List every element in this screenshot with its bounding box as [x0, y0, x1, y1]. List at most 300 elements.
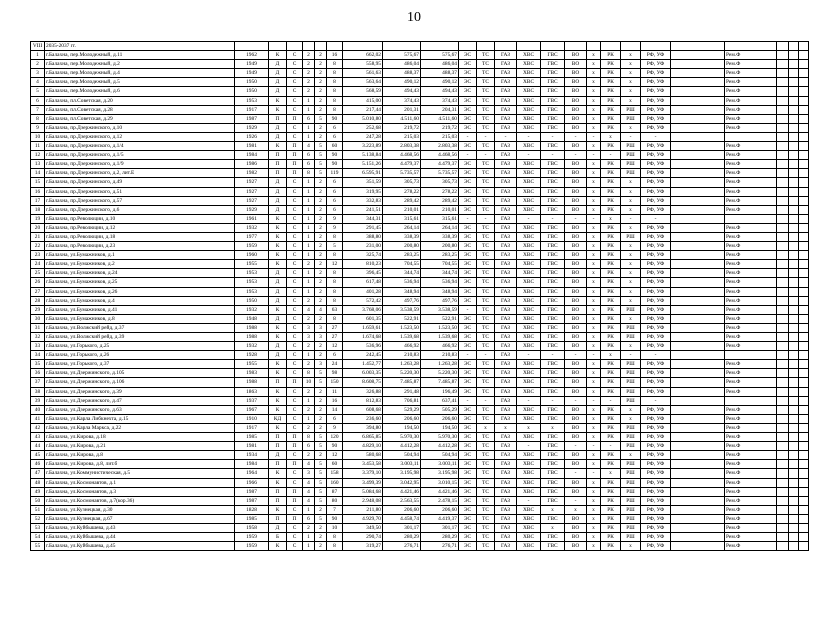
table-cell: ХВС [517, 378, 541, 387]
table-cell: 2 [315, 314, 327, 323]
table-cell: - [541, 132, 565, 141]
table-cell: х [587, 242, 601, 251]
table-cell: - [641, 214, 671, 223]
table-cell: г.Балахна, ул.Дзержинского, д.106 [45, 378, 235, 387]
empty-cell [789, 369, 799, 378]
table-cell: х [621, 451, 641, 460]
table-cell: 41 [31, 414, 45, 423]
table-cell [671, 123, 725, 132]
empty-cell [799, 469, 809, 478]
empty-cell [799, 87, 809, 96]
table-cell: 90 [327, 160, 343, 169]
empty-cell [777, 142, 789, 151]
table-row [31, 451, 809, 460]
table-cell: ГВС [541, 487, 565, 496]
table-cell: г.Балахна, пр.Дзержинского, д.51 [45, 187, 235, 196]
table-cell: 6 [31, 96, 45, 105]
table-cell: 6 [303, 442, 315, 451]
empty-cell [799, 523, 809, 532]
table-cell: ЭС [459, 232, 477, 241]
empty-cell [777, 160, 789, 169]
table-row [31, 487, 809, 496]
table-cell: 43 [31, 433, 45, 442]
table-cell: ЭС [459, 387, 477, 396]
table-cell: 98 [327, 369, 343, 378]
table-cell: ГАЗ [495, 123, 517, 132]
table-cell: х [495, 423, 517, 432]
table-cell: РК [601, 423, 621, 432]
table-cell: 206,60 [383, 414, 421, 423]
empty-cell [799, 142, 809, 151]
table-cell: 1 [303, 178, 315, 187]
table-cell: х [587, 342, 601, 351]
table-cell: ХВС [517, 342, 541, 351]
table-cell: х [587, 533, 601, 542]
table-cell: 2 [303, 87, 315, 96]
table-cell: ХВС [517, 60, 541, 69]
table-cell: ГВС [541, 251, 565, 260]
table-cell: 4.412,28 [421, 442, 459, 451]
table-cell: ГАЗ [495, 469, 517, 478]
table-row [31, 78, 809, 87]
table-cell: 4 [31, 78, 45, 87]
table-cell: ЭС [459, 242, 477, 251]
empty-cell [777, 523, 789, 532]
table-cell: С [287, 214, 303, 223]
table-cell: х [587, 314, 601, 323]
table-cell: х [587, 78, 601, 87]
table-cell: РШ [621, 160, 641, 169]
table-cell: - [477, 351, 495, 360]
table-row [31, 496, 809, 505]
table-cell: Д [269, 351, 287, 360]
table-cell: С [287, 333, 303, 342]
table-cell: 1 [303, 278, 315, 287]
table-cell: 536,94 [383, 278, 421, 287]
table-cell: 90 [327, 514, 343, 523]
table-cell: 575,67 [421, 51, 459, 60]
table-cell: 8 [303, 169, 315, 178]
table-cell: 5.970,30 [421, 433, 459, 442]
empty-cell [789, 214, 799, 223]
table-cell: - [477, 396, 495, 405]
table-cell: Д [269, 78, 287, 87]
table-cell: 8 [327, 542, 343, 551]
table-cell: РШ [621, 169, 641, 178]
table-cell: Рем.Ф [725, 169, 777, 178]
table-cell: 8 [327, 87, 343, 96]
table-cell: 280,29 [383, 533, 421, 542]
table-cell [671, 223, 725, 232]
empty-cell [777, 96, 789, 105]
table-cell: П [269, 114, 287, 123]
table-cell: 1966 [235, 478, 269, 487]
table-cell: РФ, УФ [641, 433, 671, 442]
table-cell: ВО [565, 142, 587, 151]
empty-cell [777, 305, 789, 314]
table-cell: ГВС [541, 278, 565, 287]
table-cell: ГВС [541, 242, 565, 251]
table-cell: х [587, 414, 601, 423]
table-cell: 206,60 [383, 505, 421, 514]
table-cell: ХВС [517, 478, 541, 487]
table-cell: РК [601, 533, 621, 542]
table-cell: х [587, 187, 601, 196]
table-cell: ВО [565, 296, 587, 305]
table-row [31, 160, 809, 169]
table-cell: ТС [477, 51, 495, 60]
table-cell: ЭС [459, 196, 477, 205]
table-cell: К [269, 387, 287, 396]
empty-cell [799, 196, 809, 205]
empty-cell [777, 60, 789, 69]
table-cell: ТС [477, 523, 495, 532]
table-cell: ВО [565, 242, 587, 251]
table-cell: 206,60 [421, 414, 459, 423]
table-cell: 12 [327, 451, 343, 460]
table-cell: 8 [327, 269, 343, 278]
empty-cell [799, 51, 809, 60]
table-cell: РШ [621, 523, 641, 532]
table-cell: Рем.Ф [725, 187, 777, 196]
table-row [31, 223, 809, 232]
table-cell [671, 460, 725, 469]
table-row [31, 442, 809, 451]
table-cell: ЭС [459, 251, 477, 260]
table-cell: 558,95 [343, 60, 383, 69]
table-cell: РК [601, 487, 621, 496]
table-cell: ТС [477, 78, 495, 87]
empty-cell [789, 78, 799, 87]
empty-cell [789, 196, 799, 205]
table-cell: 2 [315, 132, 327, 141]
empty-cell [777, 514, 789, 523]
table-cell: х [587, 542, 601, 551]
table-cell: РФ, УФ [641, 105, 671, 114]
table-cell: 6 [303, 514, 315, 523]
table-cell: х [587, 296, 601, 305]
table-cell: 3.195,98 [421, 469, 459, 478]
table-cell: Рем.Ф [725, 60, 777, 69]
table-cell: РФ, УФ [641, 160, 671, 169]
table-cell: ГАЗ [495, 278, 517, 287]
table-cell: ВО [565, 369, 587, 378]
table-cell: П [269, 460, 287, 469]
table-cell: Рем.Ф [725, 387, 777, 396]
empty-cell [789, 187, 799, 196]
table-cell: П [287, 169, 303, 178]
table-cell: - [459, 132, 477, 141]
table-cell: РШ [621, 387, 641, 396]
table-cell: 160 [327, 478, 343, 487]
table-cell: 2.948,08 [343, 496, 383, 505]
table-cell: РФ, УФ [641, 469, 671, 478]
table-cell: ТС [477, 142, 495, 151]
table-cell: 6 [327, 351, 343, 360]
table-cell: Рем.Ф [725, 460, 777, 469]
table-cell: С [287, 196, 303, 205]
table-cell: ГВС [541, 87, 565, 96]
table-cell: ВО [565, 269, 587, 278]
table-cell: П [287, 496, 303, 505]
table-cell: РШ [621, 142, 641, 151]
table-row [31, 351, 809, 360]
table-cell: ГВС [541, 387, 565, 396]
table-cell: 494,43 [383, 87, 421, 96]
empty-cell [799, 114, 809, 123]
table-cell [671, 242, 725, 251]
table-cell: ЭС [459, 423, 477, 432]
empty-cell [789, 87, 799, 96]
table-cell: 16 [31, 187, 45, 196]
table-cell: 637,41 [421, 396, 459, 405]
table-cell [671, 78, 725, 87]
table-row [31, 460, 809, 469]
table-cell: ГАЗ [495, 405, 517, 414]
table-cell: РФ, УФ [641, 542, 671, 551]
table-cell [671, 396, 725, 405]
table-cell: РК [601, 305, 621, 314]
table-cell: Рем.Ф [725, 205, 777, 214]
table-cell: С [287, 287, 303, 296]
table-cell: ТС [477, 114, 495, 123]
table-cell: К [269, 305, 287, 314]
table-cell: 2 [315, 396, 327, 405]
table-cell: РШ [621, 442, 641, 451]
table-cell: Рем.Ф [725, 287, 777, 296]
table-cell: ГВС [541, 360, 565, 369]
empty-cell [777, 105, 789, 114]
table-cell: Рем.Ф [725, 378, 777, 387]
table-cell: 4 [303, 305, 315, 314]
table-cell: 2 [303, 60, 315, 69]
table-cell: 1 [303, 287, 315, 296]
table-cell: 194,50 [421, 423, 459, 432]
table-cell: г.Балахна, ул.Волжский рейд, д.37 [45, 323, 235, 332]
table-cell: 291,45 [343, 223, 383, 232]
table-cell: х [587, 105, 601, 114]
table-cell: П [287, 442, 303, 451]
table-cell: 13 [31, 160, 45, 169]
empty-cell [789, 123, 799, 132]
table-cell: ЭС [459, 96, 477, 105]
table-cell: 4.458,74 [383, 514, 421, 523]
table-cell: х [621, 96, 641, 105]
empty-cell [777, 214, 789, 223]
table-cell: х [621, 242, 641, 251]
empty-cell [777, 333, 789, 342]
table-cell: 1929 [235, 205, 269, 214]
table-cell: РФ, УФ [641, 269, 671, 278]
table-cell: 8 [327, 251, 343, 260]
table-cell: 4.511,60 [421, 114, 459, 123]
table-cell: - [601, 396, 621, 405]
table-cell: РФ, УФ [641, 69, 671, 78]
table-cell: 1.523,50 [383, 323, 421, 332]
table-cell: ГАЗ [495, 169, 517, 178]
table-cell: 494,43 [421, 87, 459, 96]
table-cell: 1986 [235, 160, 269, 169]
table-cell: Рем.Ф [725, 269, 777, 278]
table-cell: ГАЗ [495, 414, 517, 423]
empty-cell [789, 114, 799, 123]
table-cell: ВО [565, 305, 587, 314]
table-cell: 8 [327, 296, 343, 305]
table-cell: Рем.Ф [725, 342, 777, 351]
table-cell: 1981 [235, 142, 269, 151]
empty-cell [799, 505, 809, 514]
table-cell: ТС [477, 169, 495, 178]
table-cell: РК [601, 314, 621, 323]
table-cell: х [587, 487, 601, 496]
table-cell: ХВС [517, 305, 541, 314]
table-cell: РК [601, 287, 621, 296]
table-cell: Рем.Ф [725, 96, 777, 105]
table-cell: 8 [327, 232, 343, 241]
table-cell: ТС [477, 487, 495, 496]
empty-cell [777, 369, 789, 378]
table-cell: х [601, 214, 621, 223]
table-cell [671, 278, 725, 287]
table-cell: х [587, 260, 601, 269]
table-cell: Рем.Ф [725, 533, 777, 542]
table-cell: 8 [327, 533, 343, 542]
empty-cell [777, 287, 789, 296]
table-cell: х [587, 478, 601, 487]
table-cell: г.Балахна, ул.Кирова, д.18 [45, 433, 235, 442]
table-cell: 2 [315, 505, 327, 514]
table-cell: 283,25 [383, 251, 421, 260]
table-cell: 5.735,57 [421, 169, 459, 178]
table-cell [671, 351, 725, 360]
table-cell: 5 [315, 442, 327, 451]
table-cell: 1953 [235, 278, 269, 287]
table-cell: П [287, 487, 303, 496]
table-cell: ХВС [517, 242, 541, 251]
table-cell: 396,45 [343, 269, 383, 278]
table-cell: г.Балахна, пер.Молодежный, д.4 [45, 69, 235, 78]
table-cell: ХВС [517, 105, 541, 114]
table-cell: 1982 [235, 169, 269, 178]
empty-cell [777, 78, 789, 87]
table-cell: ЭС [459, 114, 477, 123]
table-cell [671, 151, 725, 160]
table-cell [671, 132, 725, 141]
table-cell: К [269, 51, 287, 60]
table-cell: 2 [303, 69, 315, 78]
table-cell: ВО [565, 205, 587, 214]
empty-cell [789, 351, 799, 360]
empty-cell [789, 142, 799, 151]
table-cell [671, 69, 725, 78]
table-cell [671, 323, 725, 332]
table-cell: ВО [565, 414, 587, 423]
table-cell: ГВС [541, 542, 565, 551]
table-cell: 2 [315, 78, 327, 87]
table-cell: РШ [621, 360, 641, 369]
table-cell: ГВС [541, 460, 565, 469]
table-cell: х [587, 378, 601, 387]
table-cell: ГАЗ [495, 142, 517, 151]
table-cell: - [565, 442, 587, 451]
table-row [31, 196, 809, 205]
table-cell [725, 351, 777, 360]
table-cell: 580,68 [343, 451, 383, 460]
table-row [31, 151, 809, 160]
empty-cell [777, 478, 789, 487]
table-cell: ВО [565, 487, 587, 496]
table-cell: 1927 [235, 178, 269, 187]
table-cell: РК [601, 433, 621, 442]
table-cell: Рем.Ф [725, 69, 777, 78]
table-cell: К [269, 142, 287, 151]
table-cell [671, 369, 725, 378]
table-cell: ХВС [517, 96, 541, 105]
table-cell: РФ, УФ [641, 296, 671, 305]
table-cell: 2 [315, 87, 327, 96]
empty-cell [799, 396, 809, 405]
table-cell [671, 505, 725, 514]
table-cell: Рем.Ф [725, 442, 777, 451]
table-row [31, 378, 809, 387]
table-cell: г.Балахна, пр.Революции, д.12 [45, 223, 235, 232]
empty-cell [799, 514, 809, 523]
table-cell: РФ, УФ [641, 205, 671, 214]
table-cell: 60 [327, 142, 343, 151]
table-cell: ЭС [459, 69, 477, 78]
table-cell: х [621, 78, 641, 87]
table-cell: ЭС [459, 333, 477, 342]
table-cell: РК [601, 269, 621, 278]
table-cell: 5.220,30 [383, 369, 421, 378]
table-row [31, 178, 809, 187]
table-cell: 1960 [235, 251, 269, 260]
empty-cell [777, 87, 789, 96]
table-cell: РФ, УФ [641, 178, 671, 187]
empty-cell [789, 151, 799, 160]
table-cell: 466,92 [421, 342, 459, 351]
table-cell: 8.608,75 [343, 378, 383, 387]
table-cell: ЭС [459, 51, 477, 60]
empty-cell [789, 342, 799, 351]
table-cell: П [269, 487, 287, 496]
table-cell: РФ, УФ [641, 514, 671, 523]
empty-cell [777, 196, 789, 205]
table-cell: 1934 [235, 451, 269, 460]
table-cell: ГВС [541, 478, 565, 487]
table-cell: С [287, 533, 303, 542]
table-row [31, 414, 809, 423]
table-cell: 5.970,30 [383, 433, 421, 442]
table-cell: ВО [565, 96, 587, 105]
table-cell: 3 [303, 469, 315, 478]
table-cell: ТС [477, 260, 495, 269]
table-cell: 45 [31, 451, 45, 460]
table-cell [671, 478, 725, 487]
table-cell: 241,51 [343, 205, 383, 214]
table-cell: К [269, 423, 287, 432]
table-row [31, 369, 809, 378]
table-cell: ГАЗ [495, 523, 517, 532]
table-cell: РФ, УФ [641, 523, 671, 532]
table-cell: ХВС [517, 251, 541, 260]
table-cell: Д [269, 451, 287, 460]
table-cell: - [641, 351, 671, 360]
table-cell: г.Балахна, пр.Дзержинского, д.10 [45, 123, 235, 132]
table-cell: 49 [31, 487, 45, 496]
empty-cell [777, 378, 789, 387]
table-cell: ТС [477, 60, 495, 69]
